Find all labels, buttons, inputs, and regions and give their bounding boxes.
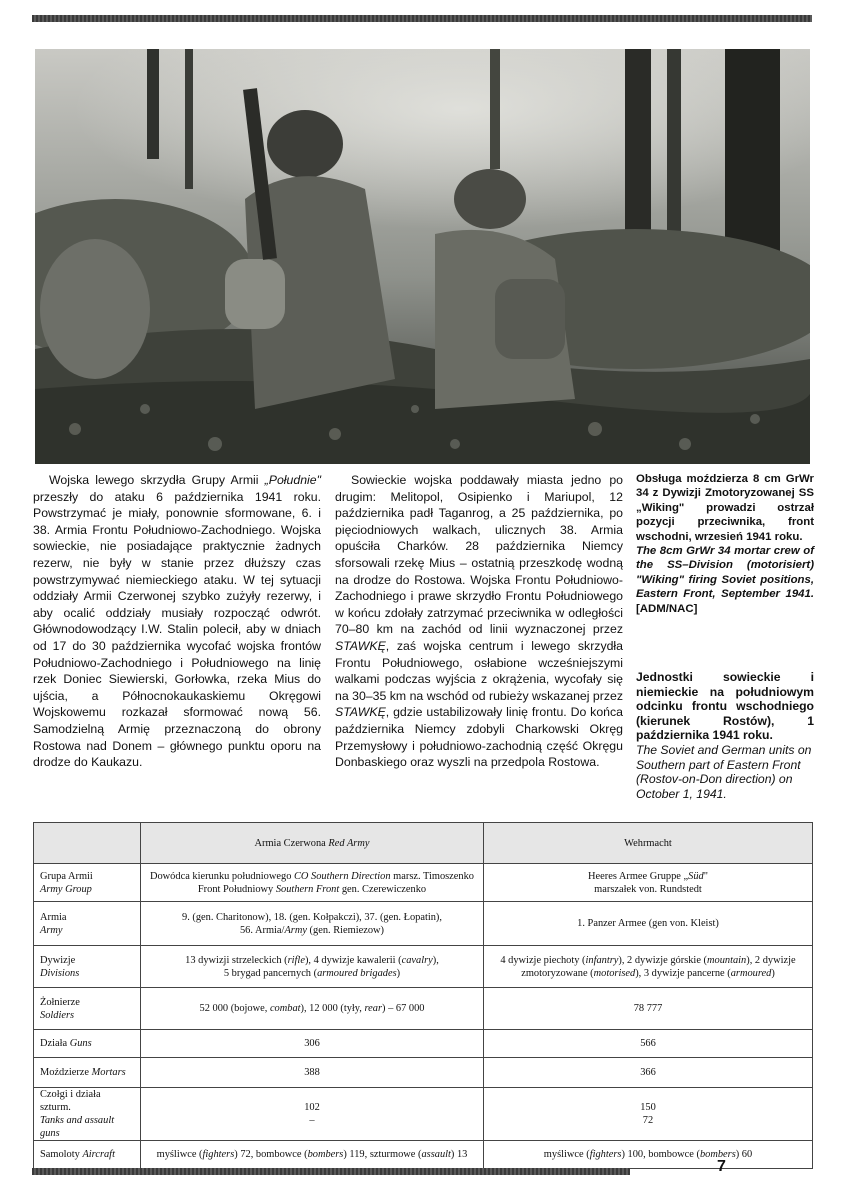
text-run: Wojska lewego skrzydła Grupy Armii <box>49 473 265 487</box>
table-row <box>34 1030 813 1058</box>
red-army-cell: 388 <box>141 1058 484 1088</box>
red-army-cell: 13 dywizji strzeleckich (rifle), 4 dywizje kawalerii (cavalry), 5 brygad pancernych (armoured brigades) <box>141 946 484 988</box>
red-army-cell: Dowódca kierunku południowego CO Southern Direction marsz. Timoszenko Front Południowy Southern Front gen. Czerewiczenko <box>141 864 484 902</box>
row-label: Grupa Armii Army Group <box>34 864 141 902</box>
page-number: 7 <box>717 1158 726 1175</box>
caption-polish: Obsługa moździerza 8 cm GrWr 34 z Dywizji Zmotoryzowanej SS „Wiking" prowadzi ostrzał pozycji przeciwnika, front wschodni, wrzesień 1941 roku. <box>636 473 814 543</box>
paragraph <box>33 472 321 771</box>
table-row <box>34 864 813 902</box>
row-label: Działa Guns <box>34 1030 141 1058</box>
red-army-cell: myśliwce (fighters) 72, bombowce (bombers) 119, szturmowe (assault) 13 <box>141 1141 484 1169</box>
table-caption <box>636 670 814 801</box>
header-wehrmacht: Wehrmacht <box>484 823 813 864</box>
bottom-decorative-bar <box>32 1168 630 1175</box>
red-army-cell: 9. (gen. Charitonow), 18. (gen. Kołpakczi), 37. (gen. Łopatin), 56. Armia/Army (gen. Riemiezow) <box>141 902 484 946</box>
caption-english: The Soviet and German units on Southern part of Eastern Front (Rostov-on-Don direction) on October 1, 1941. <box>636 742 812 801</box>
text-run-italic: STAWKĘ <box>335 638 386 653</box>
header-text: Armia Czerwona <box>254 837 329 849</box>
table-row <box>34 988 813 1030</box>
row-label: Dywizje Divisions <box>34 946 141 988</box>
text-column-middle <box>335 472 623 771</box>
row-label: Czołgi i działa szturm. Tanks and assault guns <box>34 1088 141 1141</box>
row-label: Armia Army <box>34 902 141 946</box>
text-column-left <box>33 472 321 771</box>
wehrmacht-cell: 4 dywizje piechoty (infantry), 2 dywizje górskie (mountain), 2 dywizje zmotoryzowane (motorised), 3 dywizje pancerne (armoured) <box>484 946 813 988</box>
text-run: przeszły do ataku 6 października 1941 roku. Powstrzymać je miały, ponownie sformowane, 6. i 38. Armia Frontu Południowo-Zachodniego. Wojska sowieckie, nie posiadające praktycznie żadnych rezerw, nie były w stanie przez dłuższy czas powstrzymywać niemieckiego ataku. W tej sytuacji oddziały Armii Czerwonej szybko zużyły rezerwy, i aby ocalić oddziały musiały rozpocząć odwrót. Głównodowodzący I.W. Stalin polecił, aby w dniach od 17 do 30 października wycofać wojska frontów Południowo-Zachodniego i Południowego na linię rzek Doniec Siewierski, Gorłowka, rzeka Mius do ujścia, a Północnokaukaskiemu Okręgowi Wojskowemu rozkazał sformować nową 56. Samodzielną Armię przeznaczoną do obrony Rostowa nad Donem – głównego punktu oporu na drodze do Kaukazu. <box>33 489 321 770</box>
wehrmacht-cell: 78 777 <box>484 988 813 1030</box>
text-run-italic: STAWKĘ <box>335 705 386 720</box>
text-run-italic: „Południe" <box>264 473 321 487</box>
caption-polish: Jednostki sowieckie i niemieckie na południowym odcinku frontu wschodniego (kierunek Rostów), 1 października 1941 roku. <box>636 670 814 743</box>
wehrmacht-cell: 1. Panzer Armee (gen von. Kleist) <box>484 902 813 946</box>
red-army-cell: 52 000 (bojowe, combat), 12 000 (tyły, rear) – 67 000 <box>141 988 484 1030</box>
table-row <box>34 1058 813 1088</box>
wehrmacht-cell: myśliwce (fighters) 100, bombowce (bombers) 60 <box>484 1141 813 1169</box>
paragraph <box>335 472 623 771</box>
wehrmacht-cell: 150 72 <box>484 1088 813 1141</box>
caption-source: [ADM/NAC] <box>636 602 698 615</box>
caption-english: The 8cm GrWr 34 mortar crew of the SS–Division (motorisiert) "Wiking" firing Soviet positions, Eastern Front, September 1941. <box>636 545 814 601</box>
wehrmacht-cell: Heeres Armee Gruppe „Süd" marszałek von. Rundstedt <box>484 864 813 902</box>
table-header-row <box>34 823 813 864</box>
text-run: , gdzie ustabilizowały linię frontu. Do końca października Niemcy zdobyli Charkowski Okręg Przemysłowy i południowo-zachodnią część Okręgu Donbaskiego oraz wyszli na przedpola Rostowa. <box>335 705 623 770</box>
photo <box>35 49 810 464</box>
wehrmacht-cell: 366 <box>484 1058 813 1088</box>
table-row <box>34 1088 813 1141</box>
red-army-cell: 102 – <box>141 1088 484 1141</box>
header-empty-cell <box>34 823 141 864</box>
table-row <box>34 946 813 988</box>
table-row <box>34 1141 813 1169</box>
table-row <box>34 902 813 946</box>
header-red-army <box>141 823 484 864</box>
wehrmacht-cell: 566 <box>484 1030 813 1058</box>
photo-caption <box>636 472 814 616</box>
top-decorative-bar <box>32 15 812 22</box>
text-run: , zaś wojska centrum i lewego skrzydła Frontu Południowego, osłabione wcześniejszymi walkami podczas wyjścia z okrążenia, wycofały się na 30–35 km na wschód od rubieży wskazanej przez <box>335 638 623 703</box>
row-label: Moździerze Mortars <box>34 1058 141 1088</box>
red-army-cell: 306 <box>141 1030 484 1058</box>
text-run: Sowieckie wojska poddawały miasta jedno po drugim: Melitopol, Osipienko i Mariupol, 12 października padł Taganrog, a 25 października, po pięciodniowych walkach, ulicznych 38. Armia opuściła Charków. 28 października Niemcy sforsowali rzekę Mius – ostatnią przeszkodę wodną na drodze do Rostowa. Wojska Frontu Południowo-Zachodniego i prawe skrzydło Frontu Południowego w końcu zdołały zatrzymać przeciwnika w odległości 70–80 km na zachód od linii wyznaczonej przez <box>335 473 623 637</box>
row-label: Żołnierze Soldiers <box>34 988 141 1030</box>
forces-table <box>33 822 813 1169</box>
row-label: Samoloty Aircraft <box>34 1141 141 1169</box>
soldiers-mortar-photo-icon <box>35 49 810 464</box>
header-text-italic: Red Army <box>328 837 370 849</box>
